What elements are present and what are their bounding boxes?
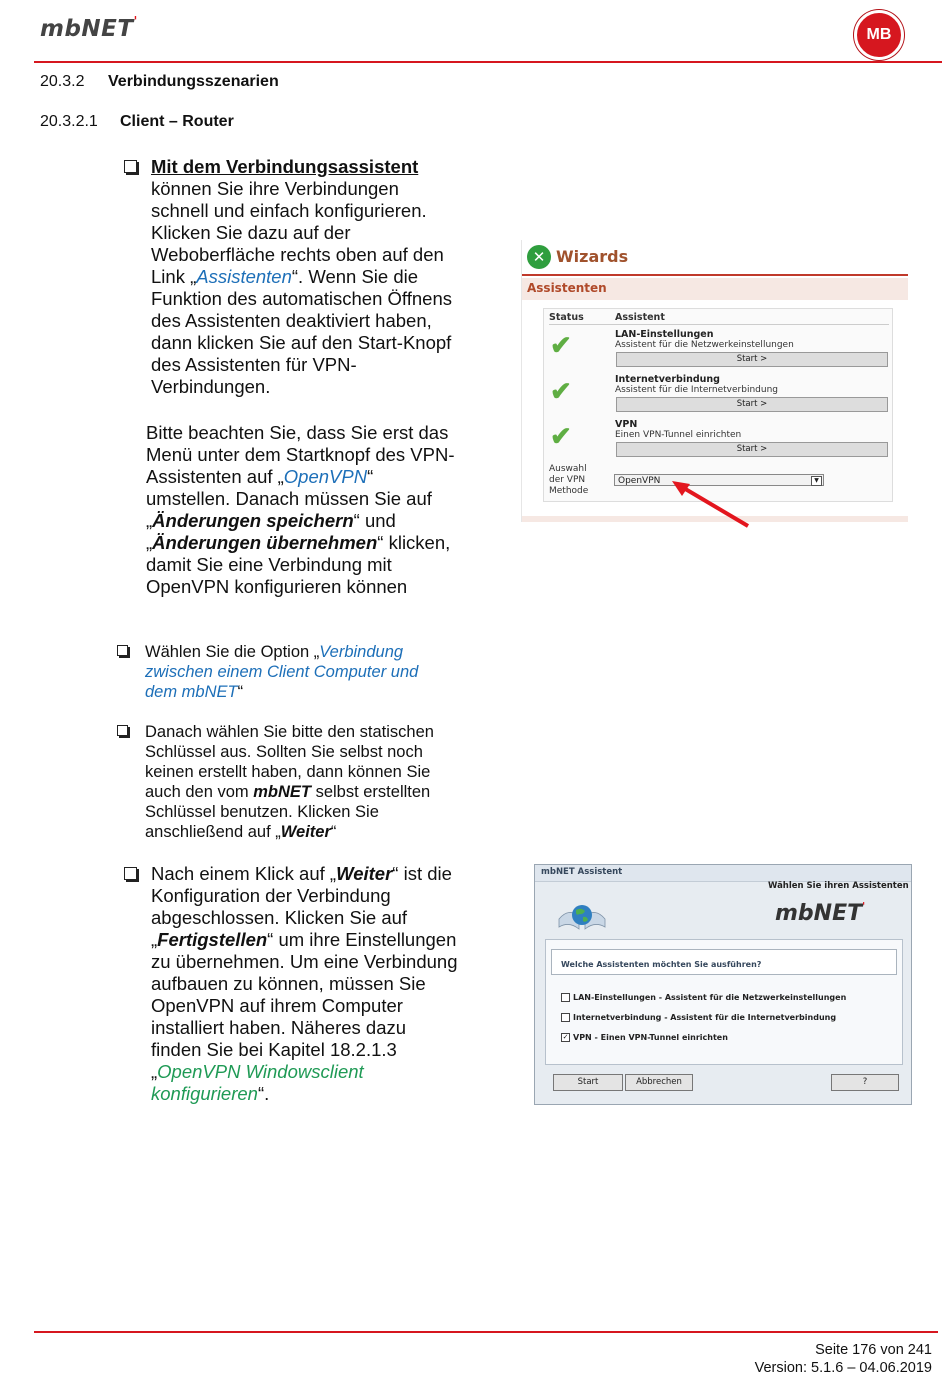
select-label-line: Auswahl bbox=[549, 464, 587, 474]
red-arrow-icon bbox=[660, 476, 760, 536]
block-2-line bbox=[145, 642, 465, 662]
bullet-checkbox-icon bbox=[117, 725, 128, 736]
block-1-line: schnell und einfach konfigurieren. bbox=[151, 200, 427, 221]
block-1b-line: OpenVPN konfigurieren können bbox=[146, 576, 408, 597]
block-1-text bbox=[151, 156, 491, 398]
save-changes-text: Änderungen speichern bbox=[152, 510, 354, 531]
col-status: Status bbox=[549, 312, 584, 323]
block-4-line bbox=[151, 1083, 491, 1105]
text-fragment: “ und bbox=[353, 510, 396, 531]
block-2-line bbox=[145, 682, 465, 702]
block-3-line bbox=[145, 822, 475, 842]
block-1-line: des Assistenten deaktiviert haben, bbox=[151, 310, 432, 331]
start-internet-button[interactable]: Start > bbox=[616, 397, 888, 412]
block-1-line: Verbindungen. bbox=[151, 376, 271, 397]
openvpn-windowsclient-link[interactable]: OpenVPN Windowsclient bbox=[157, 1061, 364, 1082]
row-title: LAN-Einstellungen bbox=[615, 329, 714, 340]
weiter-text: Weiter bbox=[280, 823, 331, 841]
text-fragment: „ bbox=[151, 1061, 158, 1082]
apply-changes-text: Änderungen übernehmen bbox=[152, 532, 378, 553]
header-rule bbox=[34, 61, 942, 63]
question-text: Welche Assistenten möchten Sie ausführen? bbox=[561, 960, 762, 969]
select-value: OpenVPN bbox=[618, 476, 661, 486]
block-1-line: dann klicken Sie auf den Start-Knopf bbox=[151, 332, 452, 353]
block-3-line: Danach wählen Sie bitte den statischen bbox=[145, 723, 434, 741]
weiter-text: Weiter bbox=[336, 863, 393, 884]
chevron-down-icon: ▼ bbox=[811, 476, 822, 486]
option-lan-label: LAN-Einstellungen - Assistent für die Netzwerkeinstellungen bbox=[573, 993, 847, 1002]
bullet-checkbox-icon bbox=[117, 645, 128, 656]
option-link: Verbindung bbox=[319, 643, 404, 661]
block-4-line bbox=[151, 1061, 491, 1083]
block-1-line: des Assistenten für VPN- bbox=[151, 354, 357, 375]
section-number: 20.3.2 bbox=[40, 73, 85, 90]
start-button[interactable]: Start bbox=[553, 1074, 623, 1091]
wizards-title: Wizards bbox=[556, 247, 629, 266]
block-3-line bbox=[145, 782, 475, 802]
wizards-divider bbox=[522, 274, 908, 276]
bullet-checkbox-icon bbox=[124, 867, 137, 880]
block-1b-save-line bbox=[146, 510, 486, 532]
block-1-link-line bbox=[151, 266, 491, 288]
internet-checkbox[interactable] bbox=[561, 1013, 570, 1022]
text-fragment: anschließend auf „ bbox=[145, 823, 281, 841]
section-title: Verbindungsszenarien bbox=[108, 73, 279, 90]
text-fragment: „ bbox=[146, 510, 153, 531]
text-fragment: “. Wenn Sie die bbox=[291, 266, 419, 287]
block-1-line: Weboberfläche rechts oben auf den bbox=[151, 244, 444, 265]
block-4-line: OpenVPN auf ihrem Computer bbox=[151, 995, 403, 1016]
block-4-line bbox=[151, 863, 491, 885]
mbnet-logo bbox=[40, 16, 138, 42]
footer-rule bbox=[34, 1331, 938, 1333]
assistant-subtitle: Wählen Sie ihren Assistenten bbox=[768, 881, 909, 891]
block-1b-apply-line bbox=[146, 532, 486, 554]
check-icon: ✔ bbox=[550, 421, 572, 451]
brand-text: mbNET bbox=[775, 901, 863, 926]
row-subtitle: Assistent für die Netzwerkeinstellungen bbox=[615, 340, 794, 350]
block-2-text bbox=[145, 642, 465, 702]
block-3-line: keinen erstellt haben, dann können Sie bbox=[145, 763, 431, 781]
start-lan-button[interactable]: Start > bbox=[616, 352, 888, 367]
text-fragment: Assistenten auf „ bbox=[146, 466, 284, 487]
select-label-line: Methode bbox=[549, 486, 589, 496]
check-icon: ✔ bbox=[550, 376, 572, 406]
option-vpn-label: VPN - Einen VPN-Tunnel einrichten bbox=[573, 1033, 728, 1042]
block-1-line: können Sie ihre Verbindungen bbox=[151, 178, 399, 199]
assistenten-tab[interactable]: Assistenten bbox=[527, 281, 607, 295]
start-vpn-button[interactable]: Start > bbox=[616, 442, 888, 457]
block-4-line: aufbauen zu können, müssen Sie bbox=[151, 973, 426, 994]
assistenten-link[interactable]: Assistenten bbox=[196, 266, 292, 287]
block-3-text bbox=[145, 722, 475, 842]
block-4-line bbox=[151, 929, 491, 951]
block-1-title: Mit dem Verbindungsassistent bbox=[151, 156, 419, 177]
block-4-line: zu übernehmen. Um eine Verbindung bbox=[151, 951, 458, 972]
text-fragment: “ bbox=[330, 823, 337, 841]
col-assistent: Assistent bbox=[615, 312, 665, 323]
block-4-text bbox=[151, 863, 491, 1105]
text-fragment: Link „ bbox=[151, 266, 197, 287]
version-info: Version: 5.1.6 – 04.06.2019 bbox=[754, 1360, 932, 1376]
row-subtitle: Assistent für die Internetverbindung bbox=[615, 385, 778, 395]
help-button[interactable]: ? bbox=[831, 1074, 899, 1091]
block-1b-openvpn-line bbox=[146, 466, 486, 488]
text-fragment: “. bbox=[257, 1083, 270, 1104]
block-4-line: installiert haben. Näheres dazu bbox=[151, 1017, 407, 1038]
fertigstellen-text: Fertigstellen bbox=[157, 929, 268, 950]
text-fragment: Wählen Sie die Option „ bbox=[145, 643, 320, 661]
text-fragment: “ bbox=[237, 683, 244, 701]
text-fragment: “ bbox=[367, 466, 374, 487]
mbnet-text: mbNET bbox=[253, 783, 311, 801]
cancel-button[interactable]: Abbrechen bbox=[625, 1074, 693, 1091]
option-link: zwischen einem Client Computer und bbox=[145, 663, 419, 681]
select-label-line: der VPN bbox=[549, 475, 586, 485]
block-1b-line: Bitte beachten Sie, dass Sie erst das bbox=[146, 422, 449, 443]
text-fragment: “ um ihre Einstellungen bbox=[267, 929, 457, 950]
vpn-checkbox[interactable]: ✓ bbox=[562, 1034, 569, 1041]
block-3-line: Schlüssel benutzen. Klicken Sie bbox=[145, 803, 379, 821]
text-fragment: „ bbox=[151, 929, 158, 950]
row-title: Internetverbindung bbox=[615, 374, 720, 385]
logo-tick: ' bbox=[133, 14, 138, 28]
assistant-screenshot bbox=[534, 864, 912, 1105]
option-internet-label: Internetverbindung - Assistent für die Internetverbindung bbox=[573, 1013, 837, 1022]
bullet-checkbox-icon bbox=[124, 160, 137, 173]
subsection-title: Client – Router bbox=[120, 113, 234, 130]
text-fragment: “ klicken, bbox=[377, 532, 451, 553]
subsection-number: 20.3.2.1 bbox=[40, 113, 98, 130]
block-1b-line: umstellen. Danach müssen Sie auf bbox=[146, 488, 432, 509]
block-1-line: Klicken Sie dazu auf der bbox=[151, 222, 351, 243]
assistant-brand bbox=[775, 901, 865, 926]
globe-icon bbox=[557, 901, 607, 933]
option-link: dem mbNET bbox=[145, 683, 238, 701]
openvpn-link: OpenVPN bbox=[283, 466, 368, 487]
lan-checkbox[interactable] bbox=[561, 993, 570, 1002]
block-1b-line: damit Sie eine Verbindung mit bbox=[146, 554, 392, 575]
wrench-icon: ✕ bbox=[527, 245, 551, 269]
block-1b-text bbox=[146, 422, 486, 598]
block-1b-line: Menü unter dem Startknopf des VPN- bbox=[146, 444, 455, 465]
block-4-line: Konfiguration der Verbindung bbox=[151, 885, 391, 906]
page-number: Seite 176 von 241 bbox=[815, 1342, 932, 1358]
text-fragment: Nach einem Klick auf „ bbox=[151, 863, 337, 884]
text-fragment: „ bbox=[146, 532, 153, 553]
text-fragment: “ ist die bbox=[392, 863, 452, 884]
block-4-line: finden Sie bei Kapitel 18.2.1.3 bbox=[151, 1039, 397, 1060]
row-title: VPN bbox=[615, 419, 638, 430]
row-subtitle: Einen VPN-Tunnel einrichten bbox=[615, 430, 742, 440]
select-label bbox=[549, 464, 588, 497]
table-header-rule bbox=[549, 324, 889, 325]
openvpn-windowsclient-link[interactable]: konfigurieren bbox=[151, 1083, 258, 1104]
block-1-line: Funktion des automatischen Öffnens bbox=[151, 288, 452, 309]
text-fragment: selbst erstellten bbox=[310, 783, 431, 801]
check-icon: ✔ bbox=[550, 330, 572, 360]
assistant-window-title: mbNET Assistent bbox=[541, 867, 623, 877]
mb-badge-logo: MB bbox=[854, 10, 904, 60]
block-4-line: abgeschlossen. Klicken Sie auf bbox=[151, 907, 408, 928]
text-fragment: auch den vom bbox=[145, 783, 254, 801]
logo-tick: ' bbox=[862, 901, 866, 912]
block-3-line: Schlüssel aus. Sollten Sie selbst noch bbox=[145, 743, 423, 761]
logo-text: mbNET bbox=[40, 16, 134, 42]
